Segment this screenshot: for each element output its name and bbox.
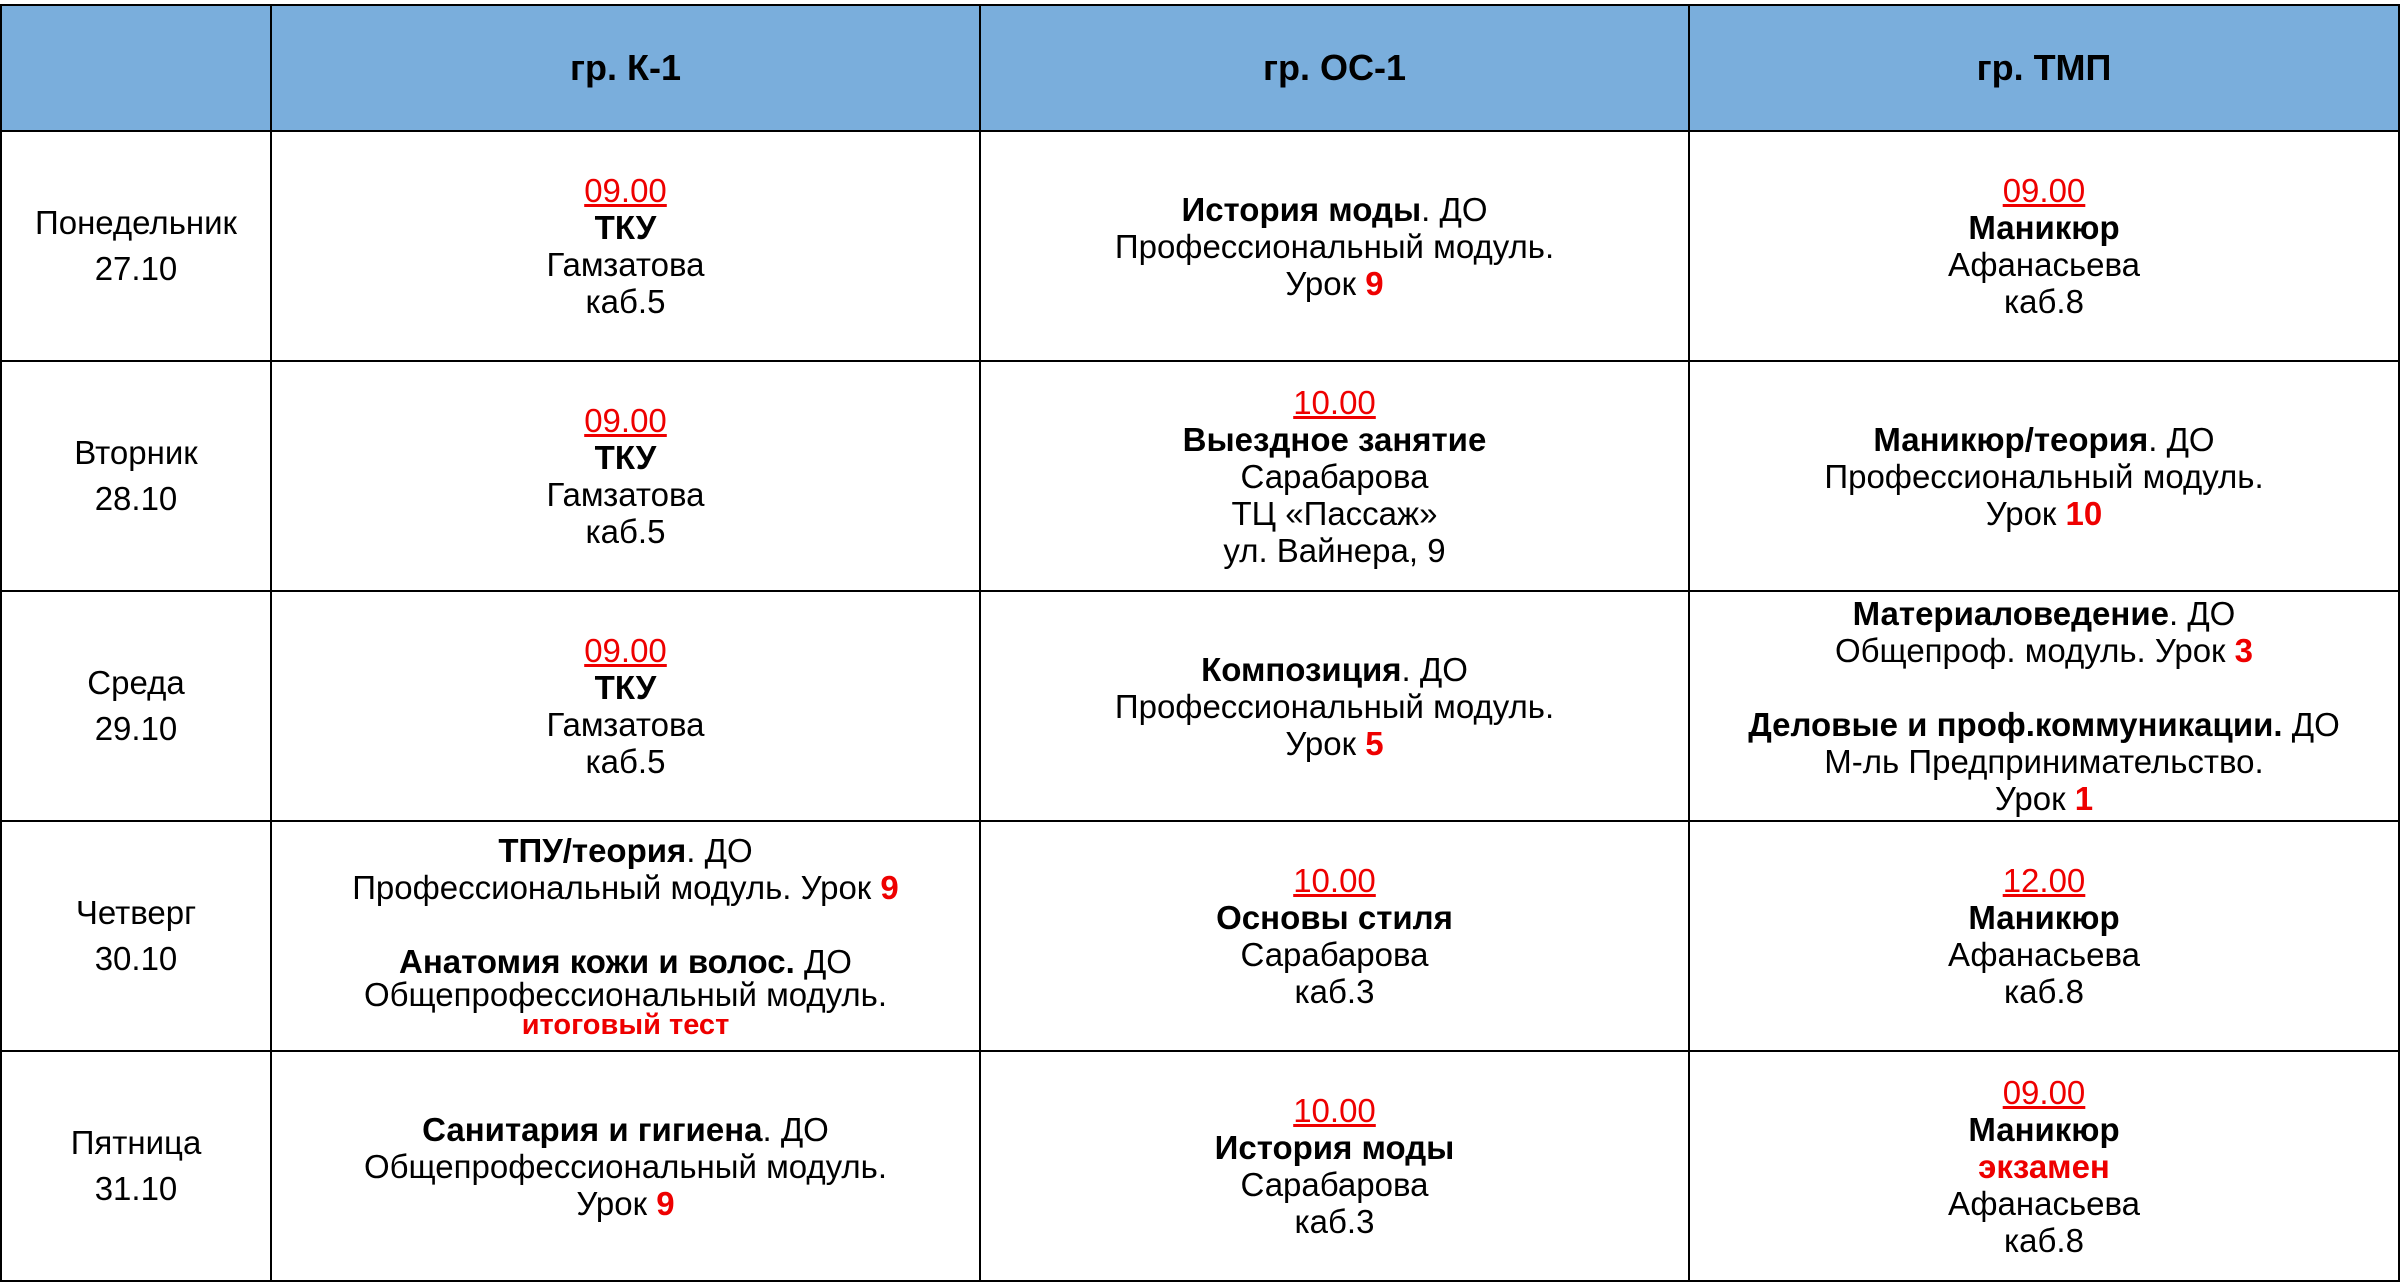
lesson-cell-k1 [271,591,980,821]
lesson-number: 9 [1365,264,1384,302]
teacher-name: Гамзатова [546,246,705,283]
room: каб.8 [2004,283,2084,320]
lesson-number: 3 [2234,632,2254,669]
subject-name: Маникюр/теория [1873,420,2149,458]
subject-name: История моды [1181,190,1422,228]
day-cell [1,821,271,1051]
day-name: Пятница [70,1124,202,1161]
module-name: Общепрофессиональный модуль. [363,976,888,1013]
lesson-cell-k1 [271,821,980,1051]
day-date: 27.10 [94,250,178,287]
header-corner [1,5,271,131]
lesson-time: 12.00 [2002,862,2086,899]
lesson-time: 09.00 [584,402,667,439]
lesson-label: Урок [1285,264,1366,302]
subject-name: Выездное занятие [1182,420,1487,458]
module-name: М-ль Предпринимательство. [1824,743,2264,780]
lesson-cell-os1 [980,821,1689,1051]
lesson-cell-os1 [980,131,1689,361]
day-cell [1,1051,271,1281]
lesson-number: 1 [2074,780,2094,817]
table-row [1,1051,2399,1281]
day-cell [1,131,271,361]
lesson-cell-tmp [1689,591,2399,821]
lesson-mode: . ДО [2168,595,2236,632]
lesson-mode: . ДО [1401,650,1468,688]
subject-name: История моды [1214,1129,1455,1166]
lesson-time: 09.00 [2002,172,2086,209]
day-name: Вторник [74,434,198,471]
teacher-name: Афанасьева [1947,936,2141,973]
day-date: 31.10 [94,1170,178,1207]
room: каб.3 [1294,1203,1375,1240]
module-name: Общепроф. модуль. Урок [1834,632,2235,669]
day-cell [1,361,271,591]
lesson-cell-os1 [980,1051,1689,1281]
schedule-table [0,4,2400,1282]
lesson-time: 09.00 [584,632,667,669]
day-date: 29.10 [94,710,178,747]
day-name: Среда [87,664,185,701]
room: каб.3 [1294,973,1375,1010]
subject-name: Основы стиля [1216,899,1453,936]
lesson-mode: ДО [2282,706,2340,743]
lesson-mode: . ДО [1421,190,1488,228]
lesson-cell-tmp [1689,1051,2399,1281]
lesson-mode: . ДО [2148,420,2215,458]
lesson-label: Урок [1994,780,2075,817]
lesson-mode: . ДО [762,1110,829,1148]
subject-name: Материаловедение [1852,595,2169,632]
teacher-name: Сарабарова [1240,1166,1429,1203]
table-row [1,131,2399,361]
lesson-time: 09.00 [2002,1073,2086,1111]
lesson-mode: ДО [794,943,852,980]
lesson-label: Урок [1285,724,1366,762]
room: каб.8 [2004,1221,2084,1259]
day-name: Четверг [75,894,197,931]
table-row [1,361,2399,591]
subject-name: ТПУ/теория [498,832,687,869]
teacher-name: Афанасьева [1947,246,2141,283]
assessment-note: итоговый тест [521,1009,730,1041]
module-name: Профессиональный модуль. [1114,227,1555,265]
module-name: Профессиональный модуль. [1824,457,2264,495]
subject-name: Маникюр [1968,209,2120,246]
lesson-cell-tmp [1689,821,2399,1051]
day-name: Понедельник [35,204,237,241]
subject-name: Композиция [1201,650,1402,688]
lesson-label: Урок [1985,494,2066,532]
teacher-name: Афанасьева [1947,1184,2141,1222]
lesson-cell-k1 [271,1051,980,1281]
lesson-mode: . ДО [686,832,753,869]
lesson-number: 9 [880,869,899,906]
lesson-time: 10.00 [1293,862,1376,899]
table-row [1,591,2399,821]
lesson-number: 5 [1365,724,1384,762]
subject-name: Маникюр [1968,899,2120,936]
spacer [272,906,979,943]
lesson-label: Урок [576,1184,657,1222]
module-name: Профессиональный модуль. [1114,687,1555,725]
room: каб.5 [585,513,666,550]
teacher-name: Сарабарова [1240,457,1429,495]
lesson-number: 10 [2065,494,2103,532]
subject-name: ТКУ [594,439,657,476]
address: ул. Вайнера, 9 [1223,531,1446,569]
lesson-cell-os1 [980,361,1689,591]
subject-name: ТКУ [594,669,657,706]
table-row [1,821,2399,1051]
lesson-number: 9 [656,1184,675,1222]
header-row [1,5,2399,131]
module-name: Профессиональный модуль. Урок [352,869,881,906]
subject-name: Маникюр [1968,1110,2120,1148]
lesson-time: 10.00 [1293,383,1376,421]
lesson-cell-k1 [271,361,980,591]
subject-name: Санитария и гигиена [422,1110,763,1148]
day-cell [1,591,271,821]
lesson-cell-tmp [1689,361,2399,591]
exam-note: экзамен [1978,1147,2110,1185]
teacher-name: Сарабарова [1240,936,1429,973]
room: каб.5 [585,743,666,780]
lesson-cell-os1 [980,591,1689,821]
lesson-cell-tmp [1689,131,2399,361]
day-date: 30.10 [94,940,178,977]
lesson-time: 09.00 [584,172,667,209]
subject-name: ТКУ [594,209,657,246]
group-header-os1: гр. ОС-1 [980,5,1689,131]
teacher-name: Гамзатова [546,476,705,513]
spacer [1690,669,2398,706]
lesson-cell-k1 [271,131,980,361]
day-date: 28.10 [94,480,178,517]
module-name: Общепрофессиональный модуль. [363,1147,888,1185]
venue: ТЦ «Пассаж» [1231,494,1438,532]
room: каб.5 [585,283,666,320]
lesson-time: 10.00 [1293,1092,1376,1129]
teacher-name: Гамзатова [546,706,705,743]
room: каб.8 [2004,973,2084,1010]
group-header-tmp: гр. ТМП [1689,5,2399,131]
group-header-k1: гр. К-1 [271,5,980,131]
subject-name: Анатомия кожи и волос. [399,943,795,980]
subject-name: Деловые и проф.коммуникации. [1748,706,2283,743]
